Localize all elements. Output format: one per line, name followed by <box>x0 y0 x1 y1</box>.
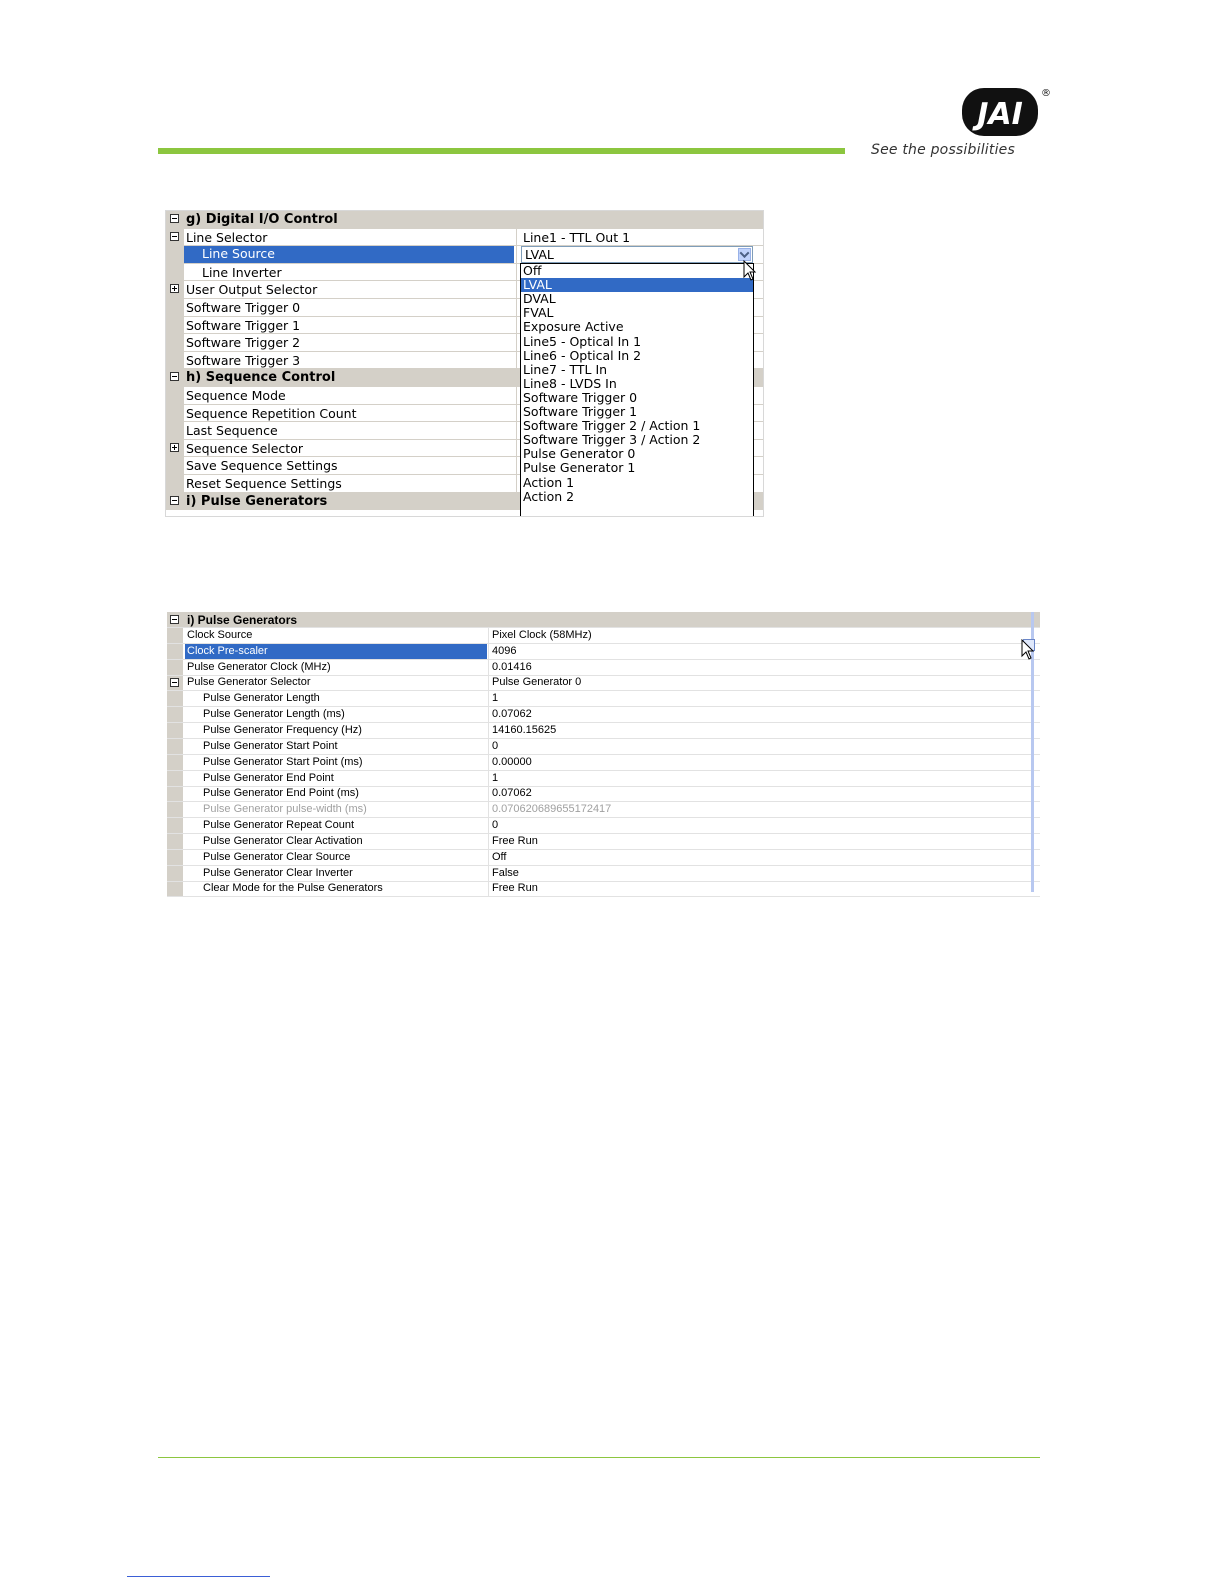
property-name: Sequence Selector <box>186 440 303 456</box>
category-header[interactable] <box>166 211 763 229</box>
column-divider <box>516 475 517 492</box>
property-name: Pulse Generator Clear Inverter <box>203 866 353 879</box>
property-name: Pulse Generator Repeat Count <box>203 819 355 832</box>
property-row[interactable] <box>167 675 1040 691</box>
dropdown-option[interactable]: Software Trigger 3 / Action 2 <box>523 432 701 448</box>
property-row[interactable] <box>167 834 1040 850</box>
property-name: i) Pulse Generators <box>186 493 328 509</box>
row-gutter <box>167 755 183 770</box>
column-divider <box>516 264 517 281</box>
svg-text:®: ® <box>1041 88 1051 99</box>
line-source-combo[interactable] <box>521 246 753 263</box>
row-gutter <box>167 881 183 896</box>
dropdown-option[interactable]: Action 1 <box>523 474 575 490</box>
property-name: Save Sequence Settings <box>186 458 338 474</box>
property-name: Pulse Generator Selector <box>187 676 311 689</box>
property-name: Software Trigger 0 <box>186 300 301 315</box>
property-row[interactable] <box>167 723 1040 739</box>
collapse-icon[interactable] <box>170 615 179 624</box>
property-name: h) Sequence Control <box>186 370 336 386</box>
column-divider <box>516 422 517 439</box>
property-row[interactable] <box>167 786 1040 802</box>
row-gutter <box>167 644 183 659</box>
dropdown-option[interactable]: Pulse Generator 1 <box>523 460 636 476</box>
row-gutter <box>166 334 184 351</box>
column-divider <box>488 850 489 865</box>
svg-text:JAI: JAI <box>977 97 1023 132</box>
tagline: See the possibilities <box>871 142 1015 158</box>
property-row[interactable] <box>167 881 1040 897</box>
column-divider <box>488 660 489 675</box>
property-row[interactable] <box>167 644 1040 660</box>
row-gutter <box>167 866 183 881</box>
collapse-icon[interactable] <box>170 232 179 241</box>
property-name: Sequence Repetition Count <box>186 405 357 421</box>
property-name: Pulse Generator End Point <box>203 771 334 784</box>
property-row[interactable] <box>167 707 1040 723</box>
property-value: Free Run <box>492 882 538 895</box>
column-divider <box>516 281 517 298</box>
column-divider <box>488 675 489 690</box>
dropdown-option[interactable]: Exposure Active <box>523 319 624 335</box>
row-gutter <box>167 691 183 706</box>
row-gutter <box>167 723 183 738</box>
dropdown-option[interactable]: DVAL <box>523 291 556 307</box>
property-value: Off <box>492 850 507 863</box>
row-gutter <box>166 352 184 369</box>
property-value: 1 <box>492 771 499 784</box>
row-gutter <box>167 771 183 786</box>
property-name: Pulse Generator Length <box>203 692 320 705</box>
row-gutter <box>166 299 184 316</box>
property-row[interactable] <box>167 660 1040 676</box>
property-name: Line Source <box>184 246 514 263</box>
column-divider <box>516 352 517 369</box>
property-name: Pulse Generator Clear Source <box>203 850 351 863</box>
row-gutter <box>166 405 184 422</box>
column-divider <box>488 628 489 643</box>
property-name: i) Pulse Generators <box>187 613 298 627</box>
footer-green-rule <box>158 1457 1040 1458</box>
property-name: Pulse Generator Clear Activation <box>203 834 363 847</box>
property-value: Pixel Clock (58MHz) <box>492 628 592 641</box>
property-row[interactable] <box>166 229 763 247</box>
column-divider <box>516 457 517 474</box>
expand-icon[interactable] <box>170 443 179 452</box>
row-gutter <box>166 246 184 263</box>
column-divider <box>488 881 489 896</box>
dropdown-option[interactable]: Software Trigger 0 <box>523 389 638 405</box>
property-value: 0.07062 <box>492 787 532 800</box>
property-value: False <box>492 866 519 879</box>
row-gutter <box>167 660 183 675</box>
row-gutter <box>167 739 183 754</box>
property-name: Reset Sequence Settings <box>186 476 342 491</box>
column-divider <box>516 334 517 351</box>
column-divider <box>488 818 489 833</box>
column-divider <box>488 691 489 706</box>
property-name: Clear Mode for the Pulse Generators <box>203 882 383 895</box>
property-name: Software Trigger 3 <box>186 352 301 368</box>
row-gutter <box>166 317 184 334</box>
column-divider <box>516 405 517 422</box>
property-name: Pulse Generator Start Point <box>203 739 338 752</box>
row-gutter <box>166 475 184 492</box>
property-name: Pulse Generator End Point (ms) <box>203 787 359 800</box>
property-name: Last Sequence <box>186 423 278 439</box>
row-gutter <box>167 802 183 817</box>
row-gutter <box>167 786 183 801</box>
property-row[interactable] <box>167 755 1040 771</box>
property-value: 14160.15625 <box>492 723 557 736</box>
property-name: Software Trigger 1 <box>186 317 301 333</box>
collapse-icon[interactable] <box>170 372 179 381</box>
column-divider <box>516 246 517 263</box>
property-value: 0.00000 <box>492 755 532 768</box>
property-row[interactable] <box>167 628 1040 644</box>
property-value: 4096 <box>492 644 517 657</box>
property-name: Software Trigger 2 <box>186 335 301 351</box>
property-name: Pulse Generator Frequency (Hz) <box>203 723 362 736</box>
column-divider <box>488 802 489 817</box>
dropdown-option[interactable]: Pulse Generator 0 <box>523 446 636 462</box>
column-divider <box>488 644 489 659</box>
dropdown-option[interactable]: Line5 - Optical In 1 <box>523 333 642 349</box>
footer-link-underline[interactable] <box>127 1576 270 1577</box>
property-name: Clock Pre-scaler <box>185 644 487 659</box>
property-name: Line Inverter <box>202 264 282 280</box>
property-row[interactable] <box>167 691 1040 707</box>
dropdown-option[interactable]: Line7 - TTL In <box>523 361 608 377</box>
property-name: Line Selector <box>186 229 268 245</box>
dropdown-option[interactable]: FVAL <box>523 305 554 321</box>
property-value: 1 <box>492 692 499 705</box>
row-gutter <box>166 422 184 439</box>
jai-logo <box>960 84 1054 140</box>
property-row <box>167 802 1040 818</box>
property-row[interactable] <box>167 818 1040 834</box>
dropdown-option[interactable]: Software Trigger 1 <box>523 404 638 419</box>
dropdown-option[interactable]: Line6 - Optical In 2 <box>523 347 642 363</box>
category-header[interactable] <box>167 612 1040 628</box>
row-gutter <box>167 707 183 722</box>
property-value: 0 <box>492 819 499 832</box>
column-divider <box>488 834 489 849</box>
property-name: g) Digital I/O Control <box>186 212 338 227</box>
property-row[interactable] <box>167 771 1040 787</box>
row-gutter <box>166 387 184 404</box>
header-green-rule <box>158 148 845 154</box>
property-value: 0.0706206896551724​17 <box>492 803 612 816</box>
line-source-dropdown-list[interactable] <box>520 263 754 517</box>
row-gutter <box>167 834 183 849</box>
property-name: Pulse Generator Clock (MHz) <box>187 660 331 673</box>
dropdown-option[interactable]: Off <box>523 263 542 278</box>
property-row[interactable] <box>167 850 1040 866</box>
row-gutter <box>166 264 184 281</box>
column-divider <box>488 707 489 722</box>
digital-io-property-grid <box>165 210 764 517</box>
dropdown-option[interactable]: Software Trigger 2 / Action 1 <box>523 418 701 434</box>
row-gutter <box>167 850 183 865</box>
property-name: Clock Source <box>187 628 253 641</box>
property-name: Pulse Generator Length (ms) <box>203 708 345 721</box>
expand-icon[interactable] <box>170 284 179 293</box>
collapse-icon[interactable] <box>170 214 179 223</box>
property-name: Pulse Generator pulse-width (ms) <box>203 803 367 816</box>
column-divider <box>488 739 489 754</box>
property-value: Pulse Generator 0 <box>492 676 582 689</box>
column-divider <box>516 229 517 246</box>
row-gutter <box>166 457 184 474</box>
property-value: 0 <box>492 739 499 752</box>
column-divider <box>488 755 489 770</box>
column-divider <box>516 317 517 334</box>
property-value: Free Run <box>492 834 538 847</box>
dropdown-option[interactable]: Action 2 <box>523 488 575 504</box>
dropdown-option[interactable]: LVAL <box>521 278 753 292</box>
column-divider <box>488 771 489 786</box>
row-gutter <box>167 628 183 643</box>
property-value: Line1 - TTL Out 1 <box>523 229 631 245</box>
column-divider <box>516 440 517 457</box>
property-row[interactable] <box>167 739 1040 755</box>
line-source-combo-value: LVAL <box>525 247 554 262</box>
property-value: 0.01416 <box>492 660 532 673</box>
column-divider <box>516 387 517 404</box>
column-divider <box>488 866 489 881</box>
property-name: Pulse Generator Start Point (ms) <box>203 755 363 768</box>
column-divider <box>516 299 517 316</box>
row-gutter <box>167 818 183 833</box>
collapse-icon[interactable] <box>170 678 179 687</box>
mouse-pointer-icon <box>1021 639 1035 661</box>
property-name: Sequence Mode <box>186 388 286 403</box>
column-divider <box>488 723 489 738</box>
property-value: 0.07062 <box>492 708 532 721</box>
property-name: User Output Selector <box>186 282 318 298</box>
dropdown-option[interactable]: Line8 - LVDS In <box>523 375 617 391</box>
pulse-generators-property-grid <box>167 612 1040 903</box>
property-row[interactable] <box>167 866 1040 882</box>
collapse-icon[interactable] <box>170 496 179 505</box>
mouse-pointer-icon <box>743 260 757 282</box>
column-divider <box>488 786 489 801</box>
